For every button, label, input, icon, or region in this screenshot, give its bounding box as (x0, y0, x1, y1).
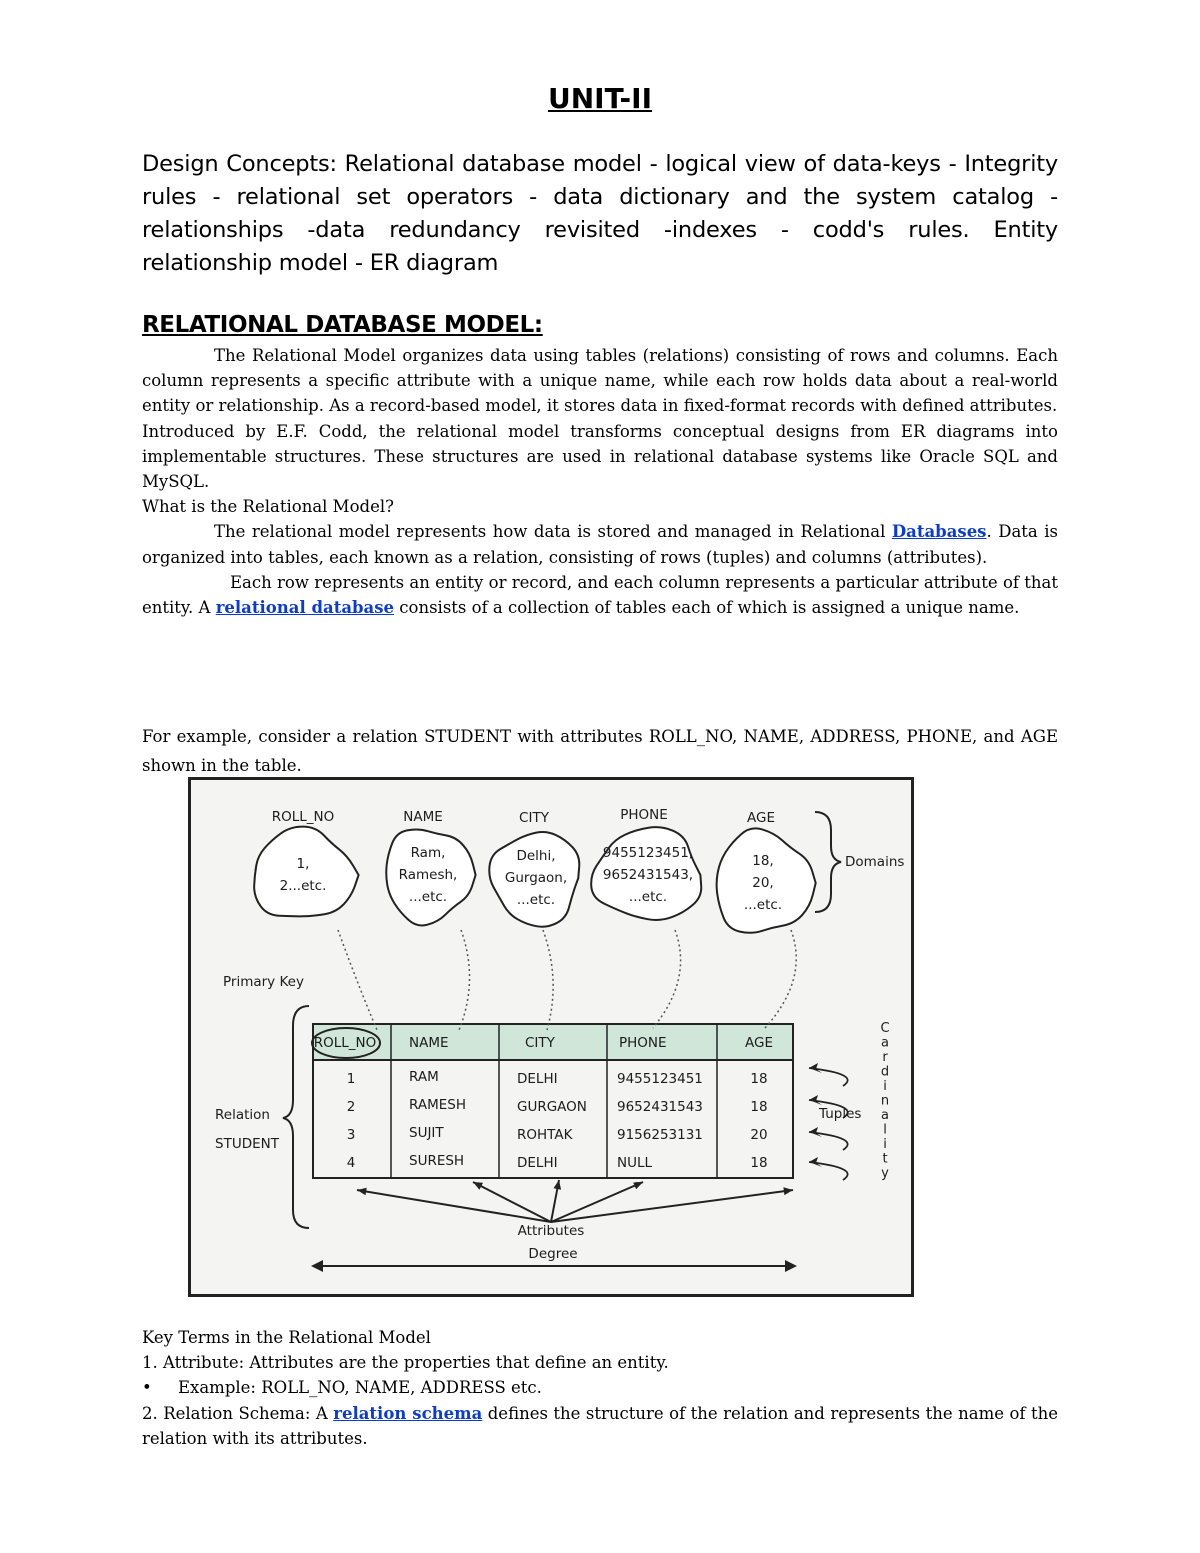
degree-label: Degree (528, 1246, 578, 1262)
degree-arrowhead-right (785, 1260, 797, 1272)
attribute-arrowhead-5 (783, 1187, 793, 1195)
primary-key-label: Primary Key (223, 974, 304, 990)
table-cell-r3-c5: 20 (750, 1127, 768, 1143)
domain-connector-3 (543, 930, 553, 1030)
domains-brace (815, 812, 841, 912)
domain-value-4-2: 9652431543, (602, 867, 694, 883)
cardinality-letter: i (883, 1079, 887, 1094)
bullet-icon: • (142, 1378, 152, 1398)
domain-value-4-1: 9455123451, (602, 845, 694, 861)
tuples-label: Tuples (819, 1106, 862, 1122)
tuple-arrow-3 (809, 1132, 848, 1150)
degree-arrowhead-left (311, 1260, 323, 1272)
table-cell-r3-c3: ROHTAK (517, 1127, 573, 1143)
relation-brace (283, 1006, 309, 1228)
student-label: STUDENT (215, 1136, 279, 1152)
tuple-arrow-1 (809, 1068, 848, 1086)
attributes-label: Attributes (517, 1223, 585, 1239)
domain-value-2-3: ...etc. (408, 889, 448, 905)
para4-text-before: Each row represents an entity or record, and each column represents a particular attribute of that entity. A (142, 572, 1058, 618)
unit-intro: Design Concepts: Relational database model - logical view of data-keys - Integrity rules - relational set operators - data dictionary and the system catalog - relationships -data redundancy revisited -indexes - codd's rules. Entity relationship model - ER diagram (142, 151, 1058, 276)
table-cell-r2-c1: 2 (346, 1099, 356, 1115)
domain-value-1-2: 2...etc. (279, 878, 327, 894)
domain-value-5-1: 18, (752, 853, 774, 869)
cardinality-letter: r (882, 1050, 888, 1065)
term-relation-schema (142, 1401, 1058, 1451)
table-header-5: AGE (745, 1035, 773, 1051)
term2-text-after: defines the structure of the relation and represents the name of the relation with its attributes. (142, 1403, 1058, 1448)
relational-model-diagram (191, 780, 911, 1294)
domain-label-5: AGE (747, 810, 775, 826)
domain-value-5-3: ...etc. (743, 897, 783, 913)
table-cell-r1-c3: DELHI (517, 1071, 558, 1087)
tuple-arrowhead-1 (809, 1063, 822, 1073)
table-cell-r1-c2: RAM (409, 1069, 439, 1085)
domain-connector-2 (459, 930, 470, 1030)
section-heading: RELATIONAL DATABASE MODEL: (142, 312, 543, 338)
domains-label: Domains (845, 854, 905, 870)
domain-value-5-2: 20, (752, 875, 774, 891)
cardinality-letter: n (880, 1093, 890, 1109)
tuple-arrowhead-2 (809, 1095, 822, 1105)
table-header-2: NAME (409, 1035, 449, 1051)
page-title: UNIT-II (547, 82, 653, 115)
table-cell-r3-c2: SUJIT (409, 1125, 444, 1141)
cardinality-letter: a (881, 1035, 889, 1051)
domain-label-4: PHONE (620, 807, 668, 823)
paragraph-codd: Introduced by E.F. Codd, the relational model transforms conceptual designs from ER diagrams into implementable structures. These structures are used in relational database systems like Oracle SQL and MySQL. (142, 421, 1058, 492)
domain-label-2: NAME (403, 809, 443, 825)
domain-value-3-1: Delhi, (516, 848, 556, 864)
paragraph-relational-definition (142, 519, 1058, 569)
table-cell-r1-c4: 9455123451 (617, 1071, 703, 1087)
domain-value-1-1: 1, (296, 856, 310, 872)
domain-value-3-3: ...etc. (516, 892, 556, 908)
table-cell-r4-c5: 18 (750, 1155, 768, 1171)
diagram-content (215, 807, 904, 1272)
table-cell-r3-c4: 9156253131 (617, 1127, 703, 1143)
para4-text-after: consists of a collection of tables each of which is assigned a unique name. (394, 598, 1020, 618)
tuple-arrowhead-4 (809, 1157, 822, 1167)
domain-connector-5 (765, 930, 796, 1028)
table-cell-r2-c2: RAMESH (409, 1097, 466, 1113)
domain-value-4-3: ...etc. (628, 889, 668, 905)
attribute-arrowhead-1 (357, 1188, 367, 1196)
relational-model-figure (188, 777, 914, 1297)
relational-database-link[interactable]: relational database (215, 598, 395, 618)
term-attribute: 1. Attribute: Attributes are the properties that define an entity. (142, 1353, 669, 1373)
term-attribute-example-text: Example: ROLL_NO, NAME, ADDRESS etc. (178, 1378, 542, 1398)
para3-text-after: . Data is organized into tables, each known as a relation, consisting of rows (tuples) and columns (attributes). (142, 522, 1058, 567)
domain-label-3: CITY (519, 810, 549, 826)
table-header-3: CITY (525, 1035, 555, 1051)
question-heading: What is the Relational Model? (142, 497, 394, 517)
relation-label: Relation (215, 1107, 270, 1123)
table-cell-r2-c5: 18 (750, 1099, 768, 1115)
domain-connector-1 (338, 930, 377, 1030)
table-cell-r1-c1: 1 (346, 1071, 356, 1087)
cardinality-letter: a (881, 1108, 889, 1123)
body-text-block-1 (142, 343, 1058, 620)
tuple-arrowhead-3 (809, 1127, 822, 1137)
domain-value-2-2: Ramesh, (398, 867, 458, 883)
paragraph-relational-model: The Relational Model organizes data using tables (relations) consisting of rows and columns. Each column represents a specific attribute with a unique name, while each row holds data about a real-world entity or relationship. As a record-based model, it stores data in fixed-format records with defined attributes. (142, 346, 1058, 416)
table-header-4: PHONE (619, 1035, 667, 1051)
table-header-1: ROLL_NO (313, 1035, 377, 1051)
table-cell-r3-c1: 3 (346, 1127, 356, 1143)
table-cell-r4-c1: 4 (346, 1155, 356, 1171)
table-cell-r2-c3: GURGAON (517, 1099, 587, 1115)
cardinality-letter: t (882, 1151, 888, 1167)
key-terms-heading: Key Terms in the Relational Model (142, 1328, 431, 1347)
example-paragraph: For example, consider a relation STUDENT with attributes ROLL_NO, NAME, ADDRESS, PHONE, and AGE shown in the table. (142, 727, 1058, 775)
cardinality-letter: l (883, 1122, 887, 1138)
cardinality-letter: i (883, 1137, 887, 1152)
term-attribute-example (142, 1375, 1058, 1400)
cardinality-letter: y (881, 1166, 889, 1181)
paragraph-row-column (142, 570, 1058, 620)
domain-value-2-1: Ram, (410, 845, 446, 861)
domain-value-3-2: Gurgaon, (504, 870, 568, 886)
term2-text-before: 2. Relation Schema: A (142, 1403, 334, 1423)
domain-label-1: ROLL_NO (271, 809, 335, 825)
cardinality-letter: d (880, 1064, 890, 1080)
relation-schema-link[interactable]: relation schema (333, 1403, 483, 1423)
table-cell-r2-c4: 9652431543 (617, 1099, 703, 1115)
cardinality-letter: C (880, 1021, 890, 1036)
domain-connector-4 (653, 930, 681, 1028)
key-terms-block (142, 1325, 1058, 1451)
table-cell-r1-c5: 18 (750, 1071, 768, 1087)
tuple-arrow-4 (809, 1162, 848, 1180)
table-cell-r4-c2: SURESH (409, 1153, 465, 1169)
databases-link[interactable]: Databases (891, 522, 987, 542)
table-cell-r4-c3: DELHI (517, 1155, 558, 1171)
para3-text-before: The relational model represents how data is stored and managed in Relational (214, 522, 892, 542)
table-cell-r4-c4: NULL (617, 1155, 653, 1171)
attribute-arrowhead-3 (554, 1180, 562, 1190)
